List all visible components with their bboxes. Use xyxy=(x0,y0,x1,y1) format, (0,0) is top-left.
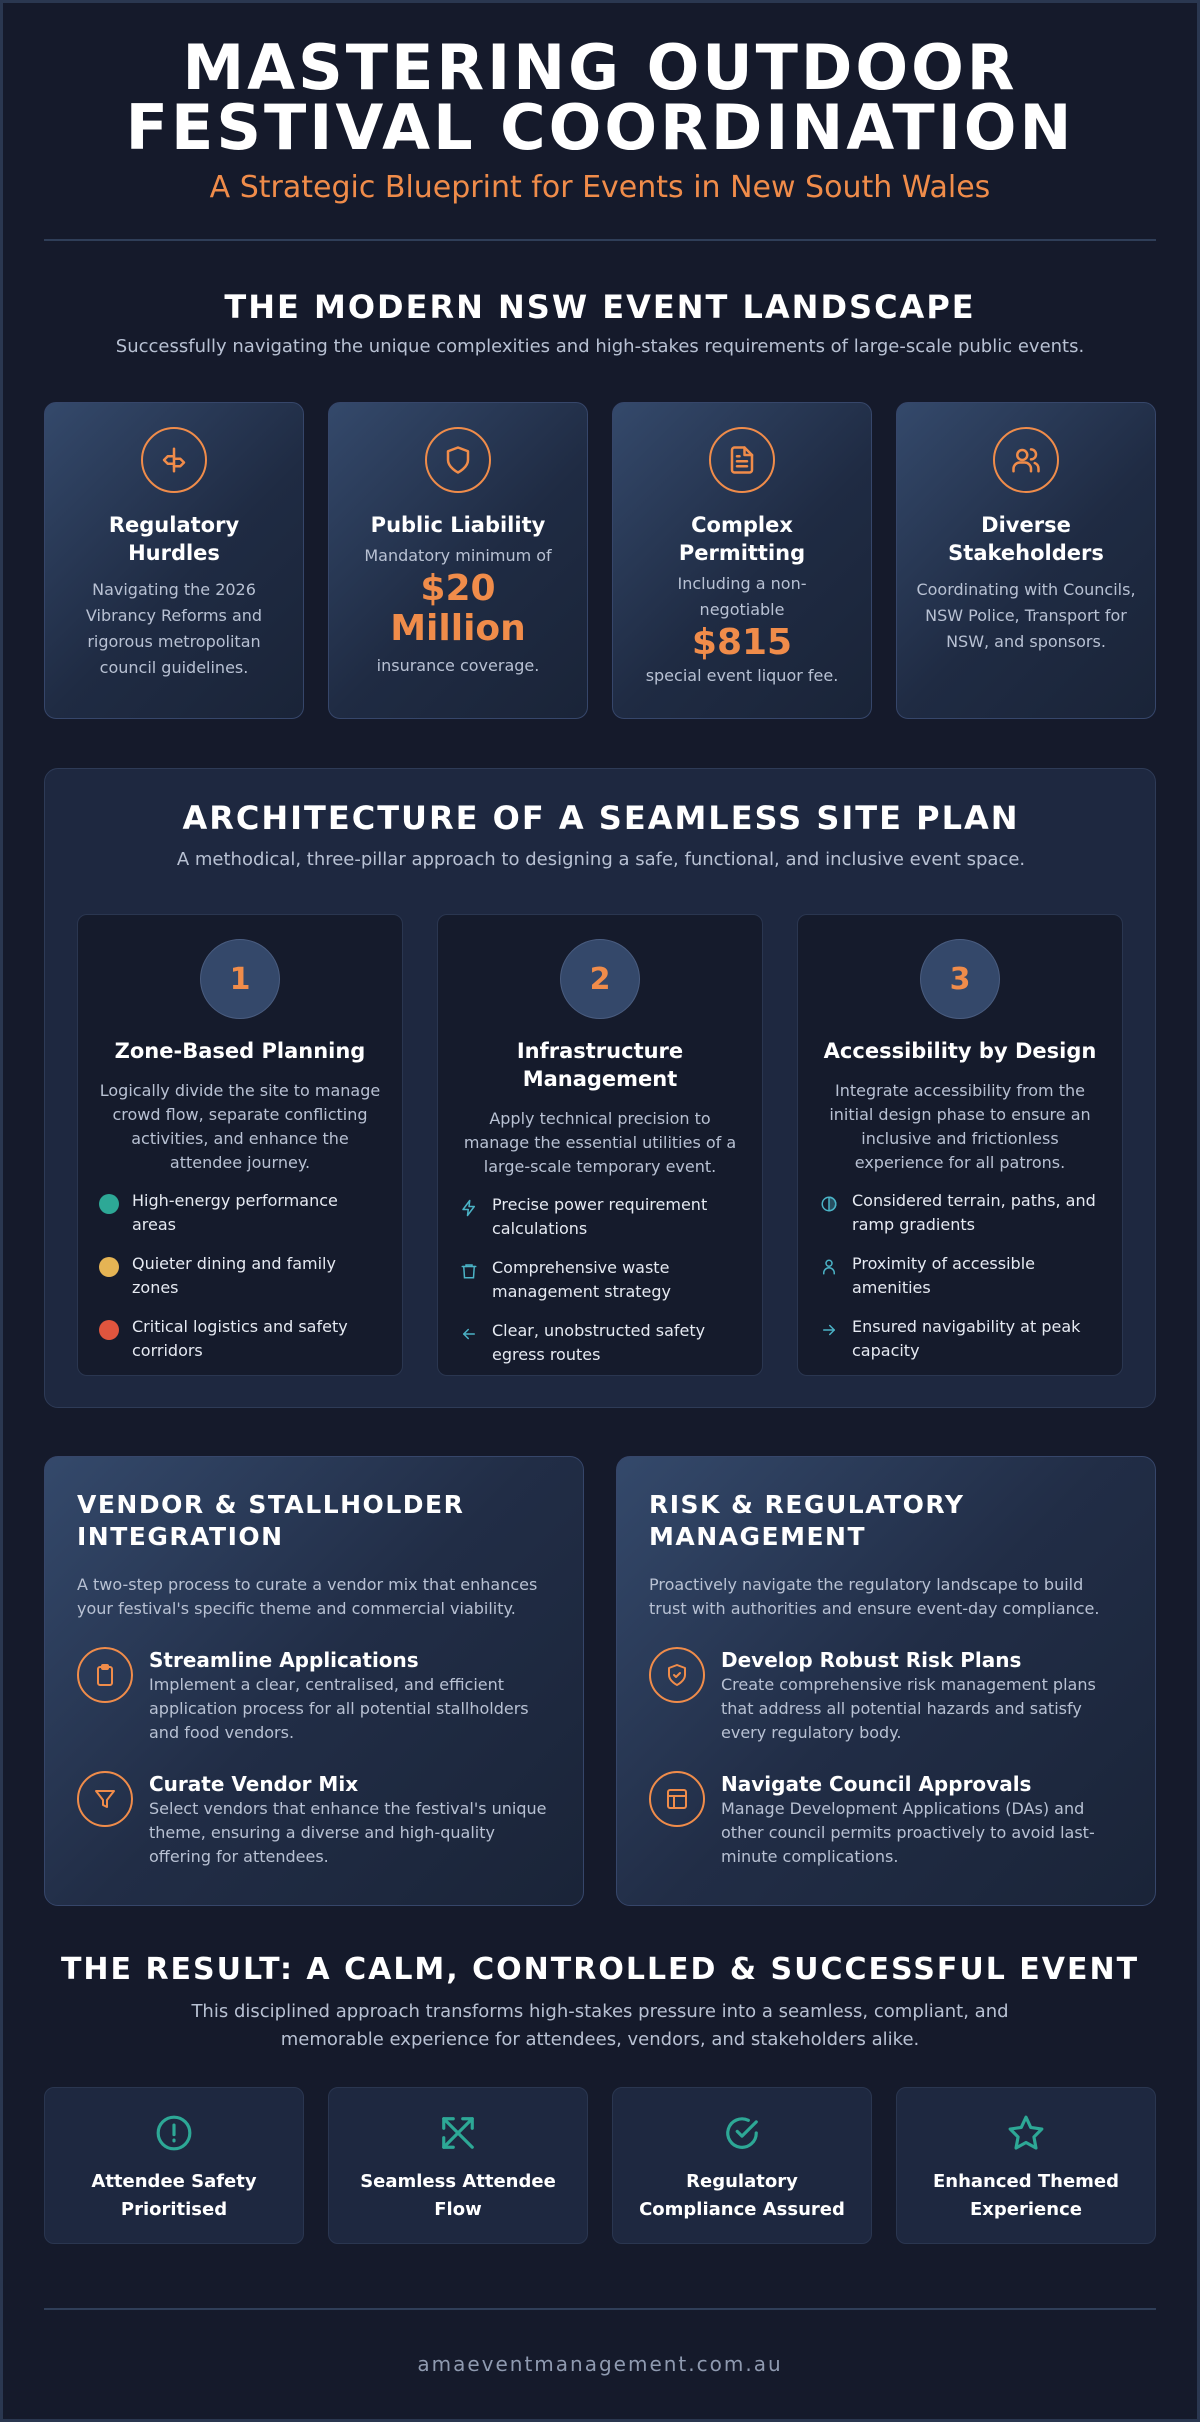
yellow-dot-icon xyxy=(99,1257,119,1277)
document-icon xyxy=(709,427,775,493)
stat-card-permitting xyxy=(612,402,872,719)
red-dot-icon xyxy=(99,1320,119,1340)
step-text: Manage Development Applications (DAs) and other council permits proactively to avoid last-minute complications. xyxy=(721,1799,1095,1866)
main-title-line-1: MASTERING OUTDOOR xyxy=(182,31,1018,104)
stat-post-text: insurance coverage. xyxy=(376,656,540,675)
list-item: Quieter dining and family zones xyxy=(98,1252,382,1300)
stat-text: Coordinating with Councils, NSW Police, Transport for NSW, and sponsors. xyxy=(916,580,1136,651)
list-item: Ensured navigability at peak capacity xyxy=(818,1315,1102,1363)
outcome-card xyxy=(328,2087,588,2244)
person-icon xyxy=(818,1256,840,1278)
list-item: Precise power requirement calculations xyxy=(458,1193,742,1241)
trash-icon xyxy=(458,1260,480,1282)
stat-title: Complex Permitting xyxy=(678,513,806,565)
header xyxy=(0,31,1200,205)
risk-step xyxy=(649,1647,1123,1745)
landscape-title: THE MODERN NSW EVENT LANDSCAPE xyxy=(224,288,976,326)
vendor-intro: A two-step process to curate a vendor mix that enhances your festival's specific theme and commercial viability. xyxy=(77,1575,538,1618)
funnel-icon xyxy=(77,1771,133,1827)
crossing-arrows-icon xyxy=(439,2137,477,2156)
contrast-icon xyxy=(818,1193,840,1215)
outcome-label: Seamless Attendee Flow xyxy=(360,2171,556,2220)
pillar-text: Logically divide the site to manage crowd flow, separate conflicting activities, and enhance the attendee journey. xyxy=(99,1081,381,1172)
lightning-icon xyxy=(458,1197,480,1219)
pillar-number: 3 xyxy=(920,939,1000,1019)
stat-post-text: special event liquor fee. xyxy=(645,666,839,685)
risk-intro: Proactively navigate the regulatory landscape to build trust with authorities and ensure event-day compliance. xyxy=(649,1575,1100,1618)
pillar-infrastructure xyxy=(437,914,763,1376)
footer-domain-link[interactable]: amaeventmanagement.com.au xyxy=(417,2352,783,2376)
step-text: Select vendors that enhance the festival's unique theme, ensuring a diverse and high-quality offering for attendees. xyxy=(149,1799,547,1866)
pillar-title: Accessibility by Design xyxy=(823,1039,1097,1063)
pillar-bullets xyxy=(98,1189,382,1363)
pillar-number: 1 xyxy=(200,939,280,1019)
layout-icon xyxy=(649,1771,705,1827)
stat-big-value: $815 xyxy=(691,622,793,663)
stat-pre-text: Including a non-negotiable xyxy=(677,574,807,619)
stat-card-regulatory xyxy=(44,402,304,719)
pillar-bullets xyxy=(818,1189,1102,1363)
pillar-accessibility xyxy=(797,914,1123,1376)
alert-circle-icon xyxy=(155,2137,193,2156)
list-item: Comprehensive waste management strategy xyxy=(458,1256,742,1304)
stat-title: Diverse Stakeholders xyxy=(948,513,1104,565)
shield-icon xyxy=(425,427,491,493)
star-icon xyxy=(1007,2137,1045,2156)
stat-text: Navigating the 2026 Vibrancy Reforms and rigorous metropolitan council guidelines. xyxy=(85,580,263,677)
pillar-text: Apply technical precision to manage the essential utilities of a large-scale temporary event. xyxy=(463,1109,737,1176)
outcome-label: Enhanced Themed Experience xyxy=(932,2171,1120,2220)
shield-check-icon xyxy=(649,1647,705,1703)
list-item: Considered terrain, paths, and ramp gradients xyxy=(818,1189,1102,1237)
stat-pre-text: Mandatory minimum of xyxy=(364,546,552,565)
result-title: THE RESULT: A CALM, CONTROLLED & SUCCESSFUL EVENT xyxy=(60,1952,1140,1987)
vendor-step xyxy=(77,1647,551,1745)
outcome-label: Attendee Safety Prioritised xyxy=(91,2171,257,2220)
site-plan-title: ARCHITECTURE OF A SEAMLESS SITE PLAN xyxy=(182,799,1020,837)
outcome-card xyxy=(612,2087,872,2244)
users-icon xyxy=(993,427,1059,493)
pillar-text: Integrate accessibility from the initial design phase to ensure an inclusive and frictionless experience for all patrons. xyxy=(829,1081,1091,1172)
list-item: Critical logistics and safety corridors xyxy=(98,1315,382,1363)
stat-title: Regulatory Hurdles xyxy=(108,513,240,565)
pillar-bullets xyxy=(458,1193,742,1367)
stat-big-value: $20 Million xyxy=(390,568,526,649)
result-subtitle: This disciplined approach transforms high-stakes pressure into a seamless, compliant, and memorable experience for attendees, vendors, and stakeholders alike. xyxy=(191,2001,1009,2050)
risk-title: RISK & REGULATORY MANAGEMENT xyxy=(649,1490,965,1551)
main-subtitle: A Strategic Blueprint for Events in New South Wales xyxy=(209,170,991,205)
vendor-step xyxy=(77,1771,551,1869)
list-item: Clear, unobstructed safety egress routes xyxy=(458,1319,742,1367)
header-divider xyxy=(44,239,1156,241)
signpost-icon xyxy=(141,427,207,493)
outcome-label: Regulatory Compliance Assured xyxy=(639,2171,845,2220)
outcome-card xyxy=(44,2087,304,2244)
arrow-left-icon xyxy=(458,1323,480,1345)
step-text: Create comprehensive risk management plans that address all potential hazards and satisfy every regulatory body. xyxy=(721,1675,1096,1742)
list-item: High-energy performance areas xyxy=(98,1189,382,1237)
outcome-card xyxy=(896,2087,1156,2244)
vendor-card xyxy=(44,1456,584,1906)
footer-divider xyxy=(44,2308,1156,2310)
pillar-title: Infrastructure Management xyxy=(516,1039,684,1091)
vendor-title: VENDOR & STALLHOLDER INTEGRATION xyxy=(77,1490,465,1551)
teal-dot-icon xyxy=(99,1194,119,1214)
risk-step xyxy=(649,1771,1123,1869)
stat-card-stakeholders xyxy=(896,402,1156,719)
step-title: Curate Vendor Mix xyxy=(149,1772,359,1796)
step-title: Streamline Applications xyxy=(149,1648,419,1672)
step-title: Navigate Council Approvals xyxy=(721,1772,1032,1796)
stat-card-liability xyxy=(328,402,588,719)
pillar-title: Zone-Based Planning xyxy=(114,1039,366,1063)
site-plan-subtitle: A methodical, three-pillar approach to designing a safe, functional, and inclusive event space. xyxy=(176,849,1026,870)
arrow-right-icon xyxy=(818,1319,840,1341)
stat-title: Public Liability xyxy=(370,513,546,537)
step-title: Develop Robust Risk Plans xyxy=(721,1648,1022,1672)
pillar-number: 2 xyxy=(560,939,640,1019)
clipboard-icon xyxy=(77,1647,133,1703)
landscape-subtitle: Successfully navigating the unique complexities and high-stakes requirements of large-scale public events. xyxy=(115,336,1085,357)
site-plan-panel xyxy=(44,768,1156,1408)
step-text: Implement a clear, centralised, and efficient application process for all potential stallholders and food vendors. xyxy=(149,1675,529,1742)
pillar-zone-planning xyxy=(77,914,403,1376)
risk-card xyxy=(616,1456,1156,1906)
main-title-line-2: FESTIVAL COORDINATION xyxy=(125,91,1075,164)
check-circle-icon xyxy=(723,2137,761,2156)
list-item: Proximity of accessible amenities xyxy=(818,1252,1102,1300)
